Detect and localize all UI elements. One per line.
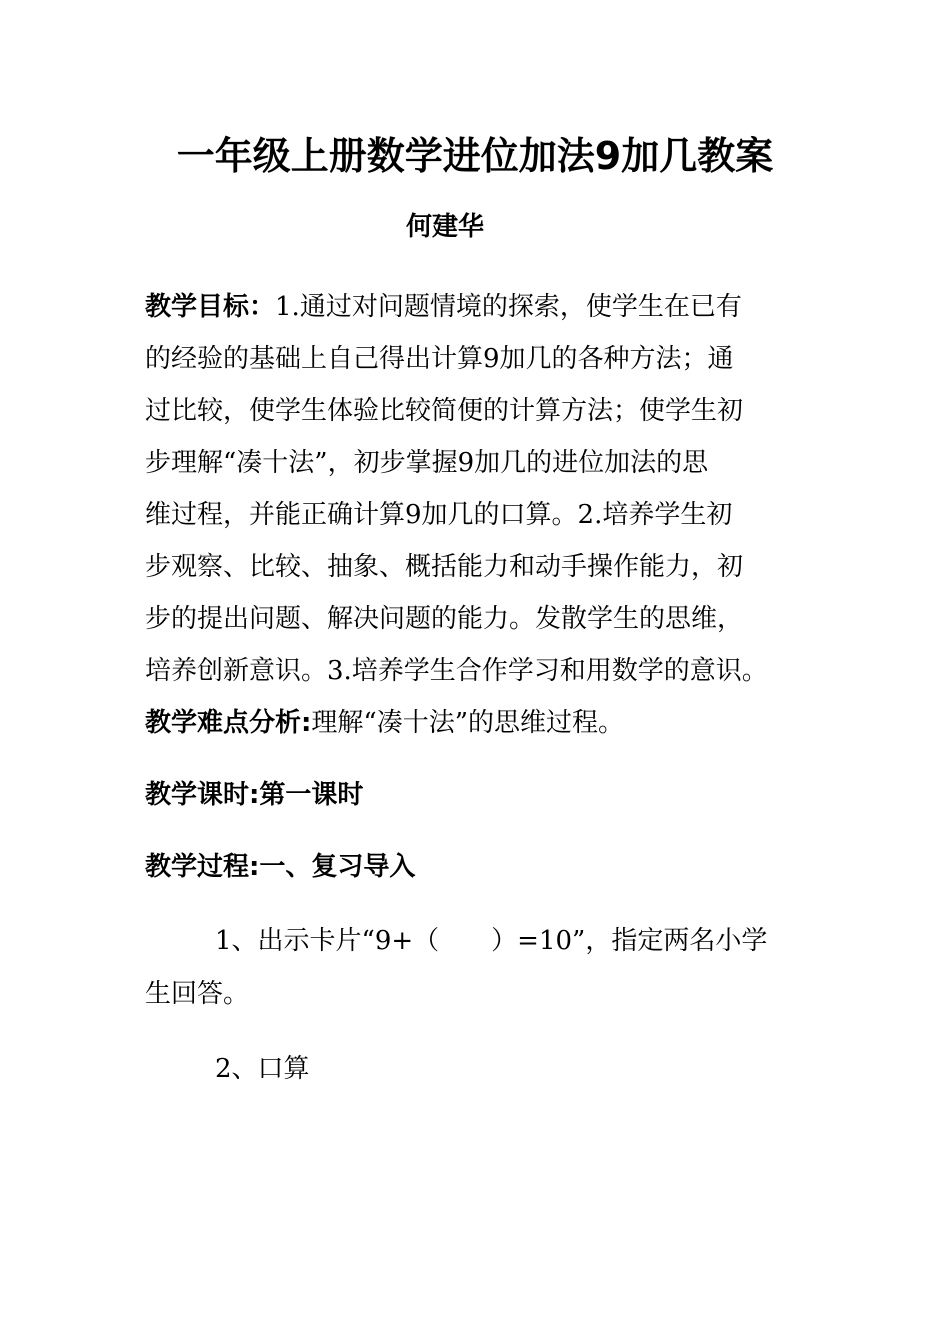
objectives-text: 1.通过对问题情境的探索，使学生在已有	[275, 292, 742, 322]
document-author: 何建华	[405, 212, 484, 242]
objectives-line: 步理解“凑十法”，初步掌握9加几的进位加法的思	[145, 448, 709, 478]
objectives-line: 培养创新意识。3.培养学生合作学习和用数学的意识。	[145, 656, 768, 686]
difficulty-text: 理解“凑十法”的思维过程。	[311, 708, 624, 738]
objectives-label: 教学目标：	[145, 292, 276, 322]
difficulty-label: 教学难点分析:	[145, 708, 312, 738]
objectives-line: 过比较，使学生体验比较简便的计算方法；使学生初	[145, 396, 744, 426]
difficulty-line	[145, 697, 835, 749]
step2-heading: 2、口算	[215, 1054, 310, 1084]
step1-line1: 1、出示卡片“9+（ ）=10”，指定两名小学	[215, 926, 768, 956]
step1-line2: 生回答。	[145, 979, 250, 1009]
objectives-line: 的经验的基础上自己得出计算9加几的各种方法；通	[145, 344, 734, 374]
objectives-line: 步的提出问题、解决问题的能力。发散学生的思维，	[145, 604, 744, 634]
teaching-process-heading: 教学过程:一、复习导入	[145, 852, 416, 882]
document-title: 一年级上册数学进位加法9加几教案	[176, 134, 774, 178]
objectives-line: 维过程，并能正确计算9加几的口算。2.培养学生初	[145, 500, 733, 530]
objectives-line	[145, 281, 835, 333]
class-hours: 教学课时:第一课时	[145, 780, 364, 810]
objectives-line: 步观察、比较、抽象、概括能力和动手操作能力，初	[145, 552, 744, 582]
teaching-objectives	[145, 281, 835, 749]
